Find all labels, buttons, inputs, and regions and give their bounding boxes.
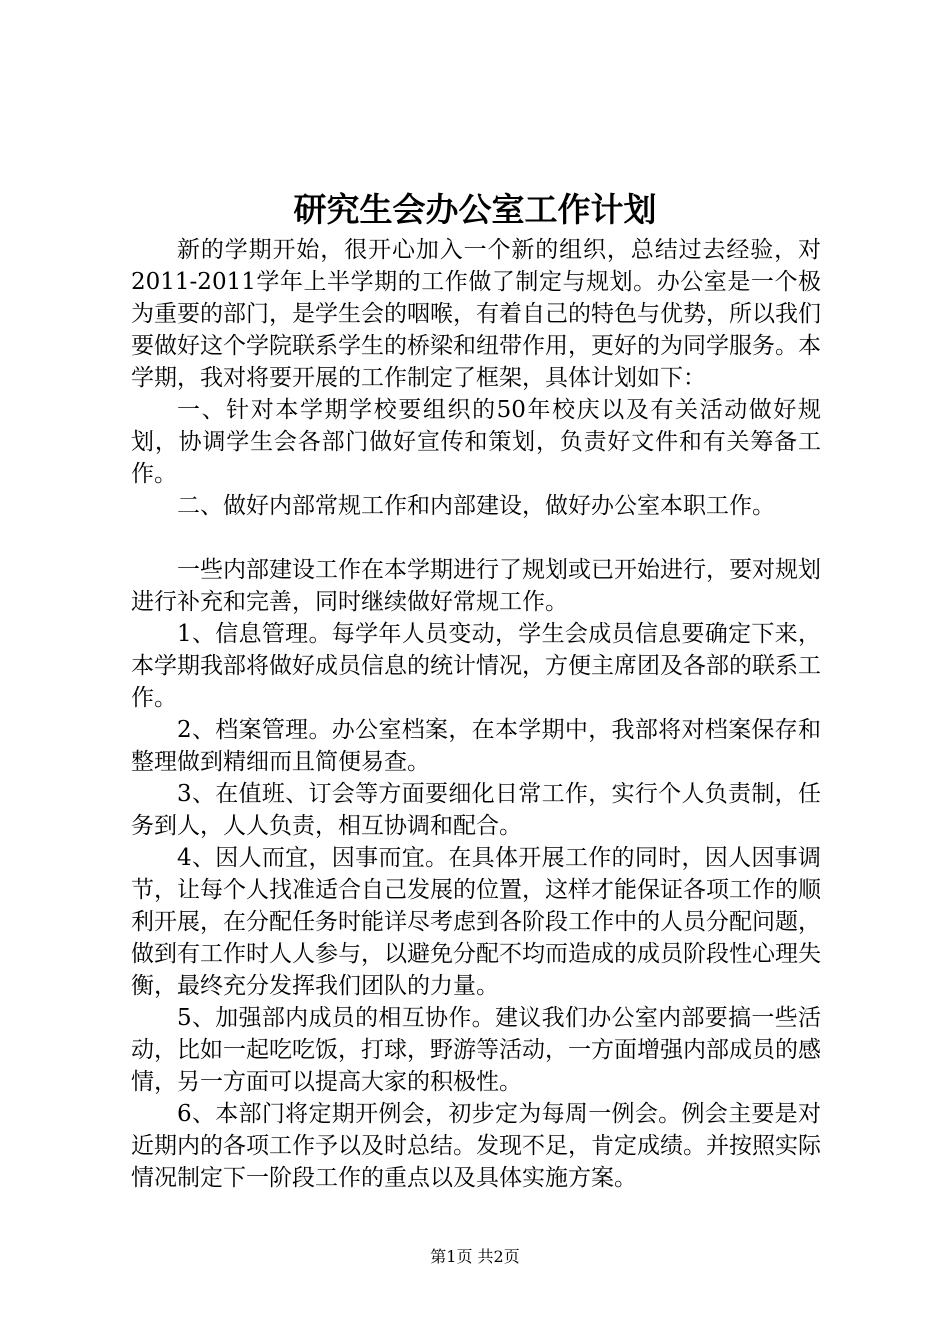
paragraph-info-management: 1、信息管理。每学年人员变动，学生会成员信息要确定下来，本学期我部将做好成员信息的统计情况，方便主席团及各部的联系工作。	[131, 621, 821, 711]
document-title: 研究生会办公室工作计划	[293, 190, 657, 229]
paragraph-collaboration: 5、加强部内成员的相互协作。建议我们办公室内部要搞一些活动，比如一起吃吃饭，打球，野游等活动，一方面增强内部成员的感情，另一方面可以提高大家的积极性。	[131, 1005, 821, 1095]
paragraph-assignment: 4、因人而宜，因事而宜。在具体开展工作的同时，因人因事调节，让每个人找准适合自己发展的位置，这样才能保证各项工作的顺利开展，在分配任务时能详尽考虑到各阶段工作中的人员分配问题，做到有工作时人人参与，以避免分配不均而造成的成员阶段性心理失衡，最终充分发挥我们团队的力量。	[131, 845, 821, 999]
document-body	[131, 234, 821, 1194]
paragraph-internal-construction: 一些内部建设工作在本学期进行了规划或已开始进行，要对规划进行补充和完善，同时继续做好常规工作。	[131, 557, 821, 615]
paragraph-item-2: 二、做好内部常规工作和内部建设，做好办公室本职工作。	[177, 493, 775, 519]
paragraph-duty: 3、在值班、订会等方面要细化日常工作，实行个人负责制，任务到人，人人负责，相互协调和配合。	[131, 781, 821, 839]
paragraph-meetings: 6、本部门将定期开例会，初步定为每周一例会。例会主要是对近期内的各项工作予以及时总结。发现不足，肯定成绩。并按照实际情况制定下一阶段工作的重点以及具体实施方案。	[131, 1101, 821, 1191]
paragraph-archive-management: 2、档案管理。办公室档案，在本学期中，我部将对档案保存和整理做到精细而且简便易查。	[131, 717, 821, 775]
paragraph-intro: 新的学期开始，很开心加入一个新的组织，总结过去经验，对2011-2011学年上半学期的工作做了制定与规划。办公室是一个极为重要的部门，是学生会的咽喉，有着自己的特色与优势，所以我们要做好这个学院联系学生的桥梁和纽带作用，更好的为同学服务。本学期，我对将要开展的工作制定了框架，具体计划如下：	[131, 237, 821, 391]
page-footer: 第1页 共2页	[430, 1247, 520, 1266]
paragraph-item-1: 一、针对本学期学校要组织的50年校庆以及有关活动做好规划，协调学生会各部门做好宣传和策划，负责好文件和有关筹备工作。	[131, 397, 821, 487]
